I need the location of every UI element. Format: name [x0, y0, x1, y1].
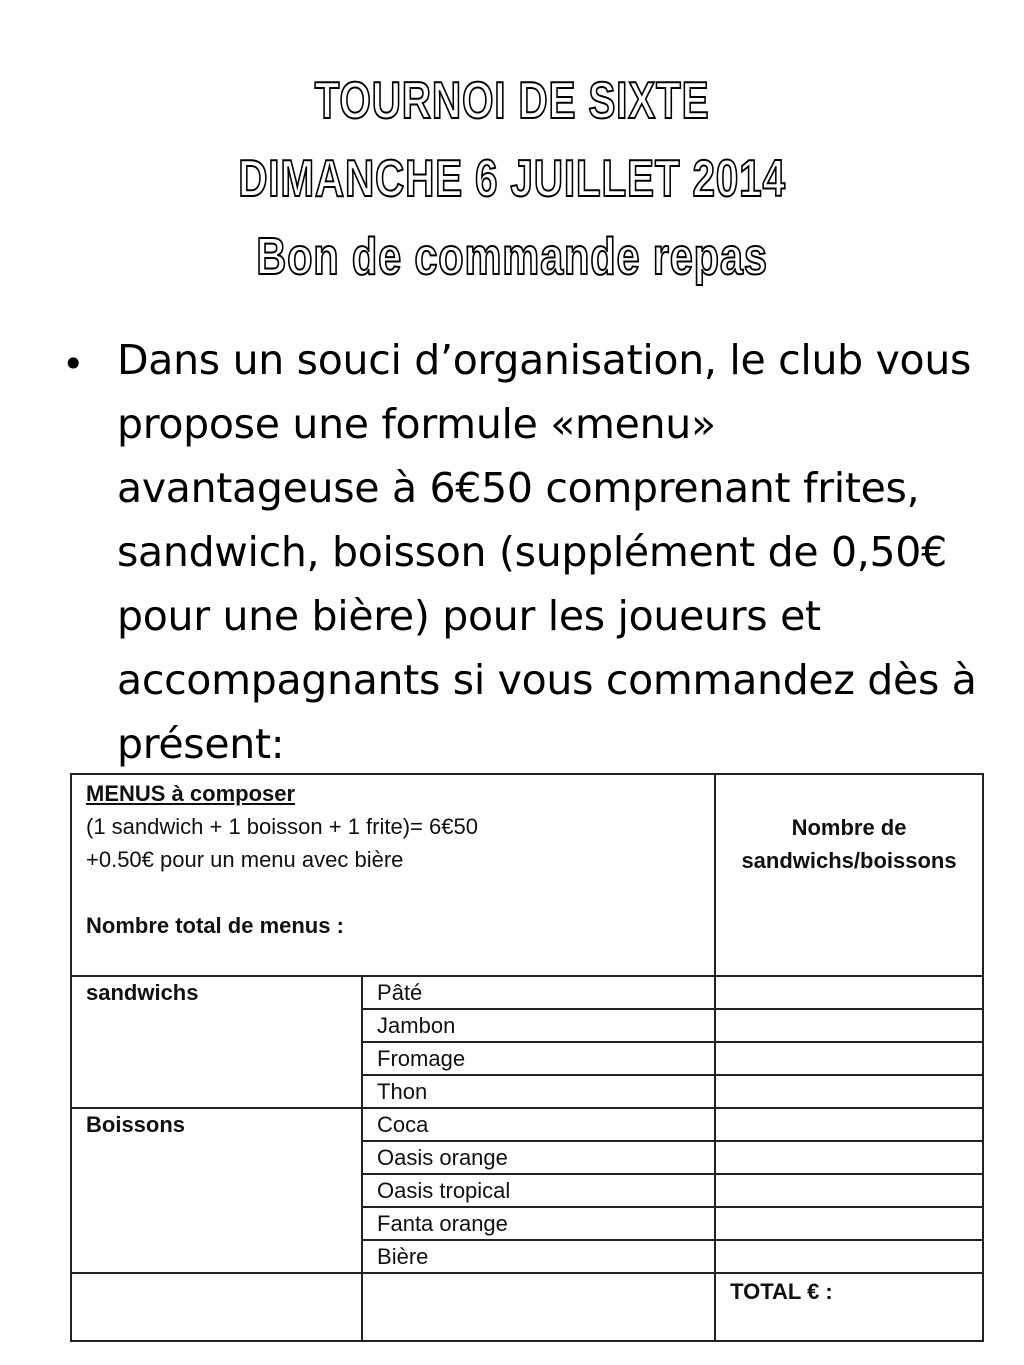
menu-beer-supplement-line: +0.50€ pour un menu avec bière: [86, 847, 404, 872]
menu-description-cell: [71, 774, 715, 976]
order-table: [70, 773, 984, 1342]
drink-count-fanta-orange[interactable]: [715, 1207, 983, 1240]
count-header-line2: sandwichs/boissons: [741, 848, 957, 873]
drink-item-fanta-orange: Fanta orange: [362, 1207, 715, 1240]
count-header-line1: Nombre de: [791, 815, 907, 840]
drink-item-oasis-tropical: Oasis tropical: [362, 1174, 715, 1207]
drink-count-oasis-tropical[interactable]: [715, 1174, 983, 1207]
intro-text: Dans un souci d’organisation, le club vous propose une formule «menu» avantageuse à 6€50 comprenant frites, sandwich, boisson (supplément de 0,50€ pour une bière) pour les joueurs et accompagnants si vous commandez dès à présent:: [117, 336, 977, 768]
boissons-group-label: Boissons: [71, 1108, 362, 1273]
title-tournament: TOURNOI DE SIXTE: [314, 72, 710, 130]
sandwich-item-pate: Pâté: [362, 976, 715, 1009]
menu-title: MENUS à composer: [86, 781, 296, 806]
drink-item-coca: Coca: [362, 1108, 715, 1141]
drink-count-coca[interactable]: [715, 1108, 983, 1141]
menu-total-label: Nombre total de menus :: [86, 913, 344, 938]
table-row: [71, 976, 983, 1009]
page-title: [0, 62, 1024, 296]
sandwich-count-thon[interactable]: [715, 1075, 983, 1108]
sandwichs-group-label: sandwichs: [71, 976, 362, 1108]
drink-item-oasis-orange: Oasis orange: [362, 1141, 715, 1174]
title-order-form: Bon de commande repas: [256, 228, 768, 286]
menu-price-line: (1 sandwich + 1 boisson + 1 frite)= 6€50: [86, 814, 478, 839]
intro-bullet: [62, 328, 982, 776]
sandwich-item-thon: Thon: [362, 1075, 715, 1108]
bullet-icon: •: [62, 342, 85, 386]
sandwich-item-jambon: Jambon: [362, 1009, 715, 1042]
title-date: DIMANCHE 6 JUILLET 2014: [238, 150, 786, 208]
table-row: [71, 1108, 983, 1141]
sandwich-count-pate[interactable]: [715, 976, 983, 1009]
total-row: [71, 1273, 983, 1341]
drink-item-biere: Bière: [362, 1240, 715, 1273]
total-empty-cell-1: [71, 1273, 362, 1341]
drink-count-biere[interactable]: [715, 1240, 983, 1273]
sandwich-item-fromage: Fromage: [362, 1042, 715, 1075]
count-header-cell: [715, 774, 983, 976]
sandwich-count-fromage[interactable]: [715, 1042, 983, 1075]
table-header-row: [71, 774, 983, 976]
total-empty-cell-2: [362, 1273, 715, 1341]
total-label[interactable]: TOTAL € :: [715, 1273, 983, 1341]
sandwich-count-jambon[interactable]: [715, 1009, 983, 1042]
drink-count-oasis-orange[interactable]: [715, 1141, 983, 1174]
